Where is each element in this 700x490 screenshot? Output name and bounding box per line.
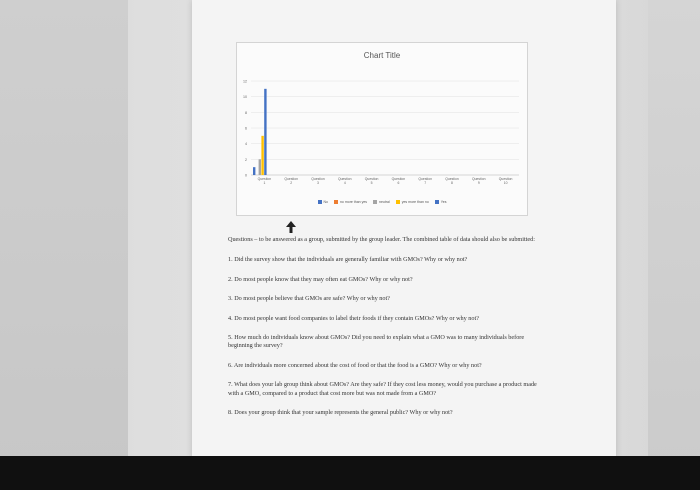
legend-swatch bbox=[373, 200, 377, 204]
bar-1-1 bbox=[253, 167, 255, 175]
mouse-pointer-icon bbox=[286, 221, 296, 233]
x-tick-label: Question bbox=[472, 177, 486, 181]
x-tick-number: 3 bbox=[317, 181, 319, 185]
legend-item bbox=[334, 200, 367, 204]
x-tick-number: 8 bbox=[451, 181, 453, 185]
x-tick-number: 10 bbox=[503, 181, 508, 185]
embedded-chart[interactable] bbox=[236, 42, 528, 216]
legend-label: yes more than no bbox=[401, 200, 429, 204]
x-tick-label: Question bbox=[364, 177, 379, 181]
question-4: 4. Do most people want food companies to label their foods if they contain GMOs? Why or why not? bbox=[228, 314, 479, 322]
legend-label: neutral bbox=[379, 200, 390, 204]
right-background-panel bbox=[648, 0, 700, 470]
y-tick-label: 2 bbox=[245, 157, 247, 162]
question-2: 2. Do most people know that they may often eat GMOs? Why or why not? bbox=[228, 275, 413, 283]
legend-label: no more than yes bbox=[339, 200, 368, 204]
legend-item bbox=[318, 200, 328, 204]
y-tick-label: 6 bbox=[245, 126, 247, 131]
legend-swatch bbox=[435, 200, 439, 204]
x-tick-number: 5 bbox=[370, 181, 373, 185]
bar-1-5 bbox=[264, 89, 266, 175]
chart-title: Chart Title bbox=[363, 51, 401, 60]
questions-intro: Questions – to be answered as a group, submitted by the group leader. The combined table of data should also be submitted: bbox=[228, 236, 535, 243]
x-tick-label: Question bbox=[445, 177, 459, 181]
x-tick-label: Question bbox=[391, 177, 406, 181]
bottom-dark-bar bbox=[0, 456, 700, 490]
y-tick-label: 12 bbox=[243, 79, 247, 84]
x-tick-number: 7 bbox=[424, 181, 427, 185]
x-tick-label: Question bbox=[284, 177, 298, 181]
x-tick-number: 1 bbox=[263, 181, 266, 185]
x-tick-number: 2 bbox=[290, 181, 293, 185]
x-tick-label: Question bbox=[311, 177, 325, 181]
y-tick-label: 8 bbox=[245, 110, 247, 115]
question-5: 5. How much do individuals know about GMOs? Did you need to explain what a GMO was to many individuals before beginning the survey? bbox=[228, 334, 525, 350]
question-8: 8. Does your group think that your sample represents the general public? Why or why not? bbox=[228, 409, 453, 417]
y-tick-label: 4 bbox=[245, 142, 247, 147]
legend-swatch bbox=[334, 200, 338, 204]
bar-1-3 bbox=[259, 159, 261, 175]
document-body bbox=[228, 236, 548, 428]
x-tick-label: Question bbox=[257, 177, 272, 181]
legend-item bbox=[373, 200, 390, 204]
question-6: 6. Are individuals more concerned about the cost of food or that the food is a GMO? Why or why not? bbox=[228, 361, 482, 369]
legend-label: Yes bbox=[440, 200, 447, 204]
x-tick-label: Question bbox=[338, 177, 352, 181]
x-tick-label: Question bbox=[418, 177, 432, 181]
chart-plot bbox=[237, 43, 527, 215]
question-7: 7. What does your lab group think about GMOs? Are they safe? If they cost less money, would you purchase a product made with a GMO, compared to a product that cost more but was not made from a GMO? bbox=[228, 381, 537, 397]
x-tick-number: 6 bbox=[397, 181, 400, 185]
y-tick-label: 0 bbox=[245, 173, 247, 178]
x-tick-number: 9 bbox=[477, 181, 480, 185]
left-background-panel bbox=[0, 0, 128, 470]
legend-item bbox=[396, 200, 429, 204]
y-tick-label: 10 bbox=[243, 95, 247, 100]
question-3: 3. Do most people believe that GMOs are safe? Why or why not? bbox=[228, 295, 390, 303]
legend-item bbox=[435, 200, 447, 204]
chart-legend bbox=[237, 200, 527, 204]
legend-swatch bbox=[396, 200, 400, 204]
x-tick-label: Question bbox=[498, 177, 513, 181]
question-1: 1. Did the survey show that the individuals are generally familiar with GMOs? Why or why not? bbox=[228, 256, 468, 264]
x-tick-number: 4 bbox=[343, 181, 346, 185]
legend-label: No bbox=[323, 200, 328, 204]
legend-swatch bbox=[318, 200, 322, 204]
bar-1-4 bbox=[261, 136, 263, 175]
